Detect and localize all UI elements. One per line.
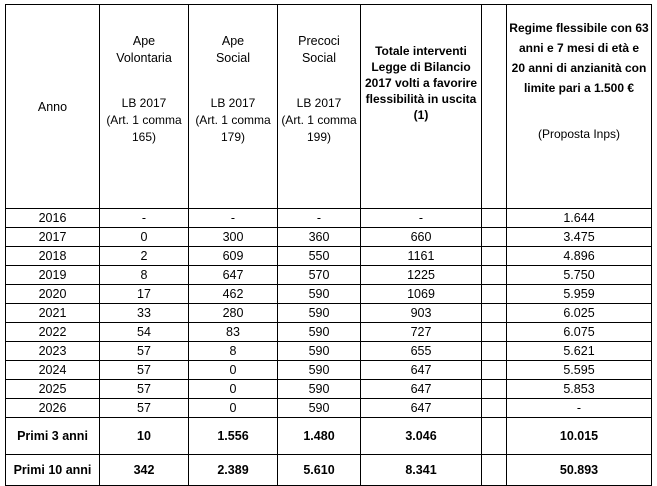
cell-totale: - xyxy=(361,209,482,228)
cell-ape-volontaria: 57 xyxy=(100,380,189,399)
cell-anno: 2021 xyxy=(6,304,100,323)
header-regime-line-2: anni e 7 mesi di età e xyxy=(518,41,640,55)
header-totale-interventi xyxy=(361,5,482,209)
cell-totale: 1225 xyxy=(361,266,482,285)
total-gap xyxy=(482,418,507,455)
cell-precoci: 590 xyxy=(278,380,361,399)
header-ape-social-title-1: Ape xyxy=(221,34,245,48)
cell-totale: 1161 xyxy=(361,247,482,266)
total-totale: 3.046 xyxy=(361,418,482,455)
cell-anno: 2025 xyxy=(6,380,100,399)
cell-gap xyxy=(482,266,507,285)
cell-anno: 2022 xyxy=(6,323,100,342)
cell-gap xyxy=(482,399,507,418)
cell-regime: 1.644 xyxy=(507,209,652,228)
cell-anno: 2018 xyxy=(6,247,100,266)
header-row xyxy=(6,5,652,209)
total-label: Primi 3 anni xyxy=(6,418,100,455)
cell-regime: 6.075 xyxy=(507,323,652,342)
cell-anno: 2023 xyxy=(6,342,100,361)
cell-regime: 5.959 xyxy=(507,285,652,304)
table-row xyxy=(6,266,652,285)
cell-precoci: 590 xyxy=(278,323,361,342)
cell-ape-volontaria: 0 xyxy=(100,228,189,247)
cell-precoci: - xyxy=(278,209,361,228)
header-precoci-law: LB 2017 xyxy=(296,96,342,110)
header-ape-social-ref-2: 179) xyxy=(220,130,246,144)
header-totale-line-1: Totale interventi xyxy=(375,44,467,58)
header-anno: Anno xyxy=(6,5,100,209)
header-regime-note: (Proposta Inps) xyxy=(537,127,621,141)
cell-anno: 2020 xyxy=(6,285,100,304)
cell-ape-social: 0 xyxy=(189,399,278,418)
total-regime: 50.893 xyxy=(507,455,652,486)
header-totale-line-2: Legge di Bilancio xyxy=(371,60,471,74)
total-regime: 10.015 xyxy=(507,418,652,455)
cell-totale: 727 xyxy=(361,323,482,342)
cell-gap xyxy=(482,342,507,361)
cell-precoci: 590 xyxy=(278,285,361,304)
cell-precoci: 570 xyxy=(278,266,361,285)
cell-ape-volontaria: 57 xyxy=(100,399,189,418)
table-row xyxy=(6,399,652,418)
cell-ape-volontaria: 33 xyxy=(100,304,189,323)
total-row-primi-10-anni xyxy=(6,455,652,486)
cell-anno: 2016 xyxy=(6,209,100,228)
total-precoci: 1.480 xyxy=(278,418,361,455)
cell-regime: - xyxy=(507,399,652,418)
cell-totale: 1069 xyxy=(361,285,482,304)
cell-totale: 655 xyxy=(361,342,482,361)
total-ape-volontaria: 10 xyxy=(100,418,189,455)
cell-ape-social: 462 xyxy=(189,285,278,304)
cell-anno: 2019 xyxy=(6,266,100,285)
cell-regime: 5.621 xyxy=(507,342,652,361)
header-ape-volontaria-ref-1: (Art. 1 comma xyxy=(106,113,182,127)
cell-gap xyxy=(482,209,507,228)
cell-totale: 647 xyxy=(361,361,482,380)
cell-totale: 660 xyxy=(361,228,482,247)
table-row xyxy=(6,228,652,247)
cell-ape-social: 0 xyxy=(189,361,278,380)
header-precoci-title-2: Social xyxy=(301,51,337,65)
cell-ape-volontaria: 57 xyxy=(100,361,189,380)
total-ape-social: 1.556 xyxy=(189,418,278,455)
cell-gap xyxy=(482,380,507,399)
header-precoci-title-1: Precoci xyxy=(298,34,340,48)
table-row xyxy=(6,342,652,361)
cell-totale: 647 xyxy=(361,380,482,399)
header-precoci-ref-1: (Art. 1 comma xyxy=(281,113,357,127)
cell-precoci: 590 xyxy=(278,361,361,380)
total-ape-social: 2.389 xyxy=(189,455,278,486)
header-ape-social-law: LB 2017 xyxy=(210,96,256,110)
header-totale-line-3: 2017 volti a favorire xyxy=(364,76,478,90)
cell-anno: 2026 xyxy=(6,399,100,418)
flessibilita-table xyxy=(5,4,652,486)
cell-precoci: 360 xyxy=(278,228,361,247)
table-row xyxy=(6,209,652,228)
header-ape-social-ref-1: (Art. 1 comma xyxy=(195,113,271,127)
header-ape-volontaria-title-1: Ape xyxy=(132,34,156,48)
header-precoci-ref-2: 199) xyxy=(306,130,332,144)
cell-gap xyxy=(482,361,507,380)
total-precoci: 5.610 xyxy=(278,455,361,486)
cell-ape-volontaria: 57 xyxy=(100,342,189,361)
cell-ape-social: - xyxy=(189,209,278,228)
cell-ape-social: 83 xyxy=(189,323,278,342)
total-row-primi-3-anni xyxy=(6,418,652,455)
cell-ape-volontaria: 2 xyxy=(100,247,189,266)
cell-gap xyxy=(482,304,507,323)
table-row xyxy=(6,380,652,399)
cell-ape-volontaria: 54 xyxy=(100,323,189,342)
flessibilita-table-wrapper xyxy=(5,4,652,486)
total-gap xyxy=(482,455,507,486)
total-totale: 8.341 xyxy=(361,455,482,486)
cell-precoci: 590 xyxy=(278,304,361,323)
total-ape-volontaria: 342 xyxy=(100,455,189,486)
total-label: Primi 10 anni xyxy=(6,455,100,486)
cell-ape-social: 300 xyxy=(189,228,278,247)
table-row xyxy=(6,304,652,323)
cell-gap xyxy=(482,247,507,266)
cell-ape-volontaria: - xyxy=(100,209,189,228)
header-ape-social-title-2: Social xyxy=(215,51,251,65)
cell-regime: 5.750 xyxy=(507,266,652,285)
header-regime-flessibile xyxy=(507,5,652,209)
header-regime-line-3: 20 anni di anzianità con xyxy=(511,61,647,75)
cell-ape-social: 647 xyxy=(189,266,278,285)
cell-regime: 3.475 xyxy=(507,228,652,247)
cell-totale: 647 xyxy=(361,399,482,418)
cell-gap xyxy=(482,228,507,247)
cell-ape-social: 280 xyxy=(189,304,278,323)
table-row xyxy=(6,285,652,304)
cell-ape-volontaria: 8 xyxy=(100,266,189,285)
cell-regime: 4.896 xyxy=(507,247,652,266)
cell-ape-volontaria: 17 xyxy=(100,285,189,304)
header-gap xyxy=(482,5,507,209)
cell-gap xyxy=(482,285,507,304)
cell-anno: 2024 xyxy=(6,361,100,380)
header-ape-social xyxy=(189,5,278,209)
cell-ape-social: 0 xyxy=(189,380,278,399)
cell-ape-social: 8 xyxy=(189,342,278,361)
table-row xyxy=(6,323,652,342)
cell-precoci: 590 xyxy=(278,399,361,418)
cell-precoci: 590 xyxy=(278,342,361,361)
header-regime-line-4: limite pari a 1.500 € xyxy=(523,81,635,95)
header-totale-line-4: flessibilità in uscita xyxy=(365,92,477,106)
cell-totale: 903 xyxy=(361,304,482,323)
cell-regime: 5.595 xyxy=(507,361,652,380)
cell-ape-social: 609 xyxy=(189,247,278,266)
header-precoci-social xyxy=(278,5,361,209)
cell-precoci: 550 xyxy=(278,247,361,266)
cell-anno: 2017 xyxy=(6,228,100,247)
table-row xyxy=(6,361,652,380)
header-ape-volontaria-title-2: Volontaria xyxy=(116,51,172,65)
cell-regime: 5.853 xyxy=(507,380,652,399)
table-row xyxy=(6,247,652,266)
header-ape-volontaria-law: LB 2017 xyxy=(121,96,167,110)
header-regime-line-1: Regime flessibile con 63 xyxy=(509,21,649,35)
header-totale-line-5: (1) xyxy=(413,108,429,122)
header-ape-volontaria-ref-2: 165) xyxy=(131,130,157,144)
cell-gap xyxy=(482,323,507,342)
header-ape-volontaria xyxy=(100,5,189,209)
cell-regime: 6.025 xyxy=(507,304,652,323)
